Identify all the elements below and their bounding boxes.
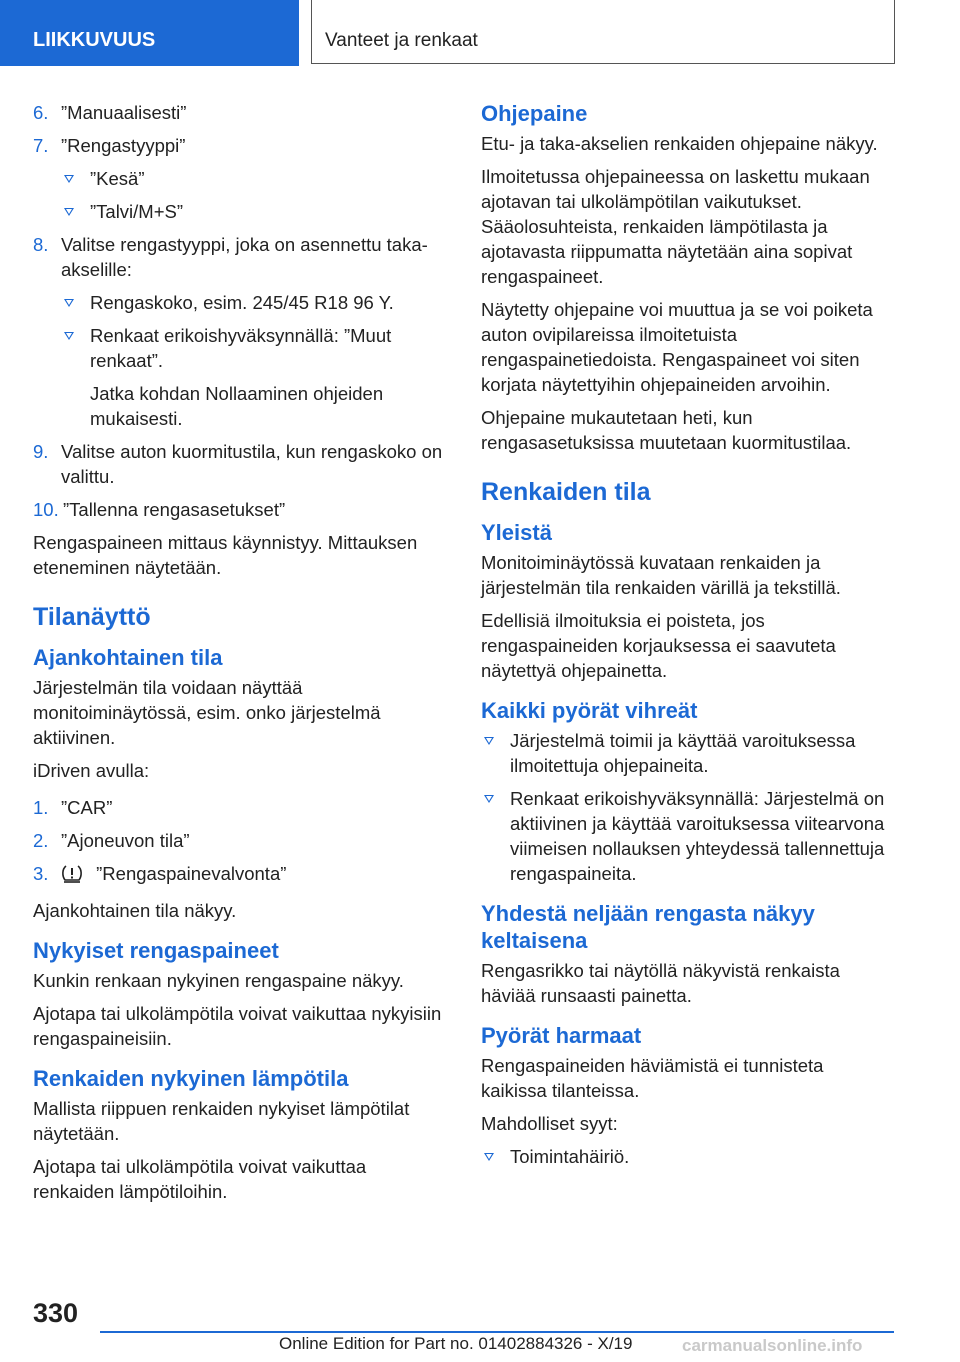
bullet-list: [61, 290, 449, 373]
list-item: [481, 728, 893, 778]
step-text: Valitse auton kuormitustila, kun rengaskoko on valittu.: [61, 441, 443, 487]
list-item: [481, 1144, 893, 1169]
step-number: 1.: [33, 797, 49, 818]
bullet-text: ”Kesä”: [90, 168, 145, 189]
paragraph: Ajotapa tai ulkolämpötila voivat vaikuttaa renkaiden lämpötiloihin.: [33, 1156, 367, 1202]
paragraph: Rengaspaineiden häviämistä ei tunnisteta kaikissa tilanteissa.: [481, 1055, 824, 1101]
paragraph: Ajotapa tai ulkolämpötila voivat vaikuttaa nykyisiin rengaspaineisiin.: [33, 1003, 442, 1049]
bullet-text: Renkaat erikoishyväksynnällä: ”Muut renkaat”.: [90, 325, 392, 371]
subsection-heading: Pyörät harmaat: [481, 1023, 642, 1048]
list-item: [33, 439, 449, 489]
triangle-bullet-icon: [484, 1153, 494, 1161]
subsection-heading: Nykyiset rengaspaineet: [33, 938, 279, 963]
section-heading: Tilanäyttö: [33, 603, 151, 631]
step-number: 6.: [33, 102, 49, 123]
paragraph: Ohjepaine mukautetaan heti, kun rengasasetuksissa muutetaan kuormitustilaa.: [481, 407, 852, 453]
paragraph: Rengasrikko tai näytöllä näkyvistä renkaista häviää runsaasti painetta.: [481, 960, 840, 1006]
paragraph: Etu- ja taka-akselien renkaiden ohjepaine näkyy.: [481, 133, 878, 154]
bullet-text: Rengaskoko, esim. 245/45 R18 96 Y.: [90, 292, 394, 313]
paragraph: Ilmoitetussa ohjepaineessa on laskettu mukaan ajotavan tai ulkolämpötilan vaikutukset. Sääolosuhteista, renkaiden lämpötilasta ja ajotavasta riippumatta näytetään aina sopivat rengaspaineet.: [481, 166, 870, 287]
list-item: [481, 786, 893, 886]
step-number: 8.: [33, 234, 49, 255]
page-number: 330: [33, 1298, 79, 1328]
step-note: Jatka kohdan Nollaaminen ohjeiden mukaisesti.: [90, 383, 384, 429]
subsection-heading: Yhdestä neljään rengasta näkyy keltaisena: [481, 901, 815, 953]
bullet-text: Toimintahäiriö.: [510, 1146, 630, 1167]
list-item: [61, 323, 449, 373]
subsection-heading: Yleistä: [481, 520, 552, 545]
bullet-text: Järjestelmä toimii ja käyttää varoituksessa ilmoitettuja ohjepaineita.: [510, 730, 856, 776]
step-number: 7.: [33, 135, 49, 156]
paragraph: Kunkin renkaan nykyinen rengaspaine näkyy.: [33, 970, 404, 991]
subsection-heading: Ohjepaine: [481, 101, 588, 126]
list-item: [33, 497, 449, 522]
step-text: ”Tallenna rengasasetukset”: [63, 499, 286, 520]
edition-text: Online Edition for Part no. 01402884326 - X/19: [279, 1334, 633, 1353]
triangle-bullet-icon: [484, 795, 494, 803]
list-item: [33, 100, 449, 125]
paragraph: Näytetty ohjepaine voi muuttua ja se voi poiketa auton ovipilareissa ilmoitetuista rengaspainetiedoista. Rengaspaineet voi siten korjata näytettyihin ohjepaineiden arvoihin.: [481, 299, 873, 395]
tire-pressure-warning-icon: [61, 864, 83, 890]
triangle-bullet-icon: [64, 299, 74, 307]
list-item: [33, 133, 449, 224]
step-number: 2.: [33, 830, 49, 851]
right-column: [481, 100, 893, 1177]
paragraph: Mahdolliset syyt:: [481, 1113, 618, 1134]
paragraph: Monitoiminäytössä kuvataan renkaiden ja järjestelmän tila renkaiden värillä ja tekstillä.: [481, 552, 841, 598]
bullet-list: [61, 166, 449, 224]
list-item: [33, 795, 449, 820]
footer-divider: [100, 1331, 894, 1333]
bullet-text: ”Talvi/M+S”: [90, 201, 184, 222]
step-text: Valitse rengastyyppi, joka on asennettu taka-akselille:: [61, 234, 428, 280]
triangle-bullet-icon: [484, 737, 494, 745]
step-text: ”Ajoneuvon tila”: [61, 830, 190, 851]
step-text: ”Rengaspainevalvonta”: [96, 863, 287, 884]
paragraph: Edellisiä ilmoituksia ei poisteta, jos rengaspaineiden korjauksessa ei saavuteta näytettyä ohjepainetta.: [481, 610, 836, 681]
list-item: [61, 290, 449, 315]
step-text: ”CAR”: [61, 797, 113, 818]
section-tab[interactable]: LIIKKUVUUS: [0, 0, 299, 66]
paragraph: Ajankohtainen tila näkyy.: [33, 900, 237, 921]
section-heading: Renkaiden tila: [481, 478, 651, 506]
steps-list-a: [33, 100, 449, 522]
list-item: [61, 199, 449, 224]
steps-list-b: [33, 795, 449, 890]
subsection-heading: Kaikki pyörät vihreät: [481, 698, 698, 723]
subsection-heading: Renkaiden nykyinen lämpötila: [33, 1066, 349, 1091]
list-item: [33, 828, 449, 853]
bullet-text: Renkaat erikoishyväksynnällä: Järjestelmä on aktiivinen ja käyttää varoituksessa viitearvona viimeisen nollauksen yhteydessä tallennettuja rengaspaineita.: [510, 788, 885, 884]
bullet-list: [481, 1144, 893, 1169]
watermark: carmanualsonline.info: [682, 1336, 863, 1355]
step-number: 10.: [33, 499, 59, 520]
paragraph: Järjestelmän tila voidaan näyttää monitoiminäytössä, esim. onko järjestelmä aktiivinen.: [33, 677, 381, 748]
triangle-bullet-icon: [64, 175, 74, 183]
triangle-bullet-icon: [64, 208, 74, 216]
step-number: 9.: [33, 441, 49, 462]
paragraph: iDriven avulla:: [33, 760, 150, 781]
paragraph: Mallista riippuen renkaiden nykyiset lämpötilat näytetään.: [33, 1098, 410, 1144]
list-item: [33, 861, 449, 890]
step-number: 3.: [33, 863, 49, 884]
triangle-bullet-icon: [64, 332, 74, 340]
page-header: [0, 0, 960, 66]
bullet-list: [481, 728, 893, 886]
list-item: [61, 166, 449, 191]
subsection-heading: Ajankohtainen tila: [33, 645, 223, 670]
step-text: ”Manuaalisesti”: [61, 102, 187, 123]
chapter-title: Vanteet ja renkaat: [311, 0, 895, 64]
left-column: [33, 100, 449, 1212]
step-text: ”Rengastyyppi”: [61, 135, 186, 156]
paragraph: Rengaspaineen mittaus käynnistyy. Mittauksen eteneminen näytetään.: [33, 532, 418, 578]
list-item: [33, 232, 449, 431]
